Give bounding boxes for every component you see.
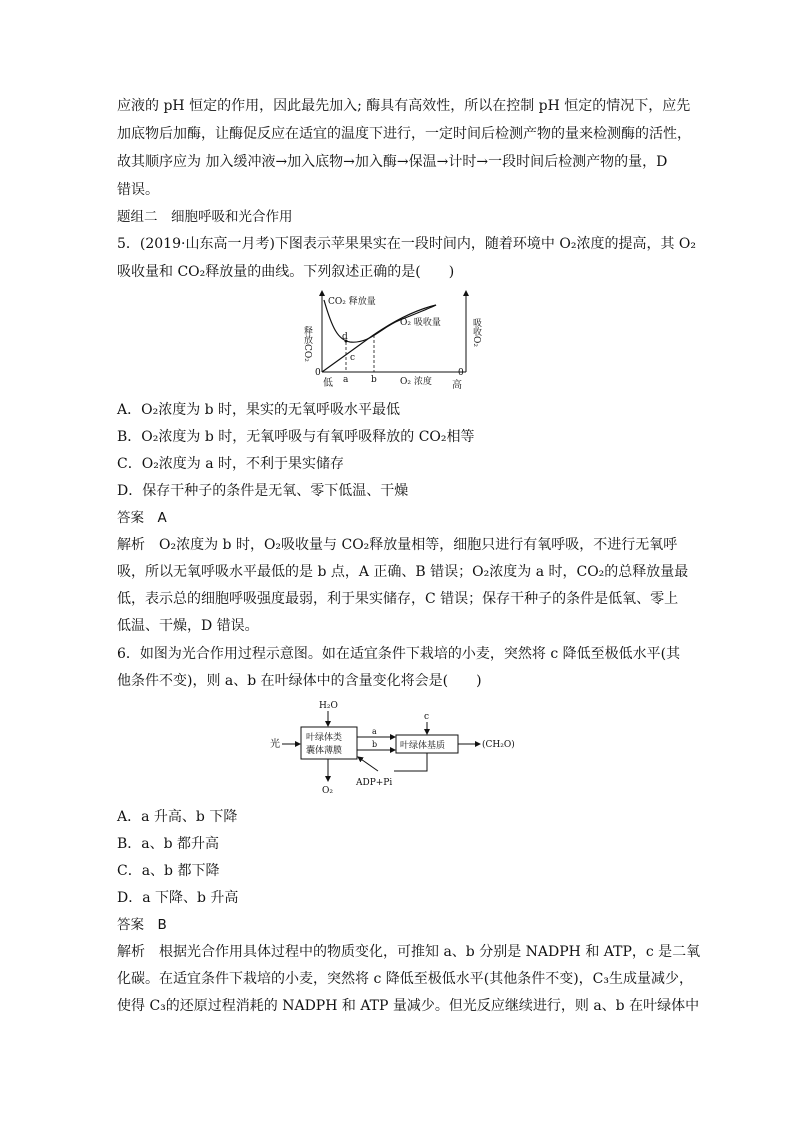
section-title: 题组二 细胞呼吸和光合作用 [117, 209, 293, 225]
stroma-box-label: 叶绿体基质 [400, 741, 446, 751]
c-label: c [424, 712, 430, 722]
o2-absorb-curve [322, 305, 436, 372]
paragraph-line: 错误。 [117, 182, 159, 198]
o2-curve-label: O₂ 吸收量 [400, 318, 441, 328]
q5-stem-line: 吸收量和 CO₂释放量的曲线。下列叙述正确的是( ) [117, 264, 455, 280]
co2-curve-label: CO₂ 释放量 [328, 297, 376, 307]
thylakoid-box-line1: 叶绿体类 [306, 733, 343, 743]
q5-answer: 答案 A [117, 510, 167, 526]
q6-stem-line: 6．如图为光合作用过程示意图。如在适宜条件下栽培的小麦，突然将 c 降低至极低水平(其 [117, 646, 681, 662]
x-low-label: 低 [323, 378, 333, 389]
y-right-label: 吸收O₂ [471, 318, 481, 347]
origin-right-label: 0 [458, 368, 464, 378]
adp-return-path [394, 753, 427, 771]
q6-option-b: B．a、b 都升高 [117, 836, 220, 852]
adp-arrow [358, 757, 378, 771]
x-b-label: b [371, 375, 377, 385]
q5-analysis-line: 低温、干燥，D 错误。 [117, 618, 259, 634]
point-d-label: d [342, 332, 348, 342]
q6-stem-line: 他条件不变)，则 a、b 在叶绿体中的含量变化将会是( ) [117, 673, 482, 689]
x-axis-label: O₂ 浓度 [400, 377, 432, 387]
q6-analysis-line: 使得 C₃的还原过程消耗的 NADPH 和 ATP 量减少。但光反应继续进行，则 a、b 在叶绿体中 [117, 998, 700, 1014]
o2-label: O₂ [322, 786, 333, 796]
paragraph-line: 故其顺序应为 加入缓冲液→加入底物→加入酶→保温→计时→一段时间后检测产物的量，D [117, 154, 668, 170]
q5-analysis-line: 低，表示总的细胞呼吸强度最弱，利于果实储存，C 错误；保存干种子的条件是低氧、零上 [117, 591, 679, 607]
q5-analysis-line: 解析 O₂浓度为 b 时，O₂吸收量与 CO₂释放量相等，细胞只进行有氧呼吸，不进行无氧呼 [117, 537, 678, 553]
q5-option-b: B．O₂浓度为 b 时，无氧呼吸与有氧呼吸释放的 CO₂相等 [117, 429, 475, 445]
q6-option-a: A．a 升高、b 下降 [117, 809, 238, 825]
h2o-label: H₂O [319, 701, 338, 711]
paragraph-line: 应液的 pH 恒定的作用，因此最先加入; 酶具有高效性，所以在控制 pH 恒定的情况下，应先 [117, 98, 691, 114]
q6-analysis-line: 解析 根据光合作用具体过程中的物质变化，可推知 a、b 分别是 NADPH 和 ATP，c 是二氧 [117, 944, 701, 960]
q5-stem-line: 5．(2019·山东高一月考)下图表示苹果果实在一段时间内，随着环境中 O₂浓度的提高，其 O₂ [117, 236, 696, 252]
arrow-b-label: b [372, 740, 378, 749]
q5-option-d: D．保存干种子的条件是无氧、零下低温、干燥 [117, 483, 409, 499]
arrow-a-label: a [372, 727, 377, 736]
product-label: (CH₂O) [482, 740, 515, 750]
y-left-label: 释放CO₂ [302, 326, 312, 362]
q6-option-c: C．a、b 都下降 [117, 863, 220, 879]
q6-analysis-line: 化碳。在适宜条件下栽培的小麦，突然将 c 降低至极低水平(其他条件不变)，C₃生成量减少， [117, 971, 693, 987]
light-label: 光 [270, 739, 280, 750]
thylakoid-box-line2: 囊体薄膜 [306, 746, 343, 756]
point-c-label: c [350, 353, 356, 363]
q5-analysis-line: 吸，所以无氧呼吸水平最低的是 b 点，A 正确、B 错误；O₂浓度为 a 时，CO₂的总释放量最 [117, 564, 689, 580]
origin-left-label: 0 [315, 368, 321, 378]
q5-respiration-chart [300, 288, 500, 392]
q5-option-a: A．O₂浓度为 b 时，果实的无氧呼吸水平最低 [117, 402, 401, 418]
q5-option-c: C．O₂浓度为 a 时，不利于果实储存 [117, 456, 345, 472]
q6-option-d: D．a 下降、b 升高 [117, 890, 239, 906]
q6-photosynthesis-diagram [268, 695, 540, 799]
adp-label: ADP+Pi [356, 778, 393, 788]
x-a-label: a [343, 375, 349, 385]
q6-answer: 答案 B [117, 917, 167, 933]
paragraph-line: 加底物后加酶，让酶促反应在适宜的温度下进行，一定时间后检测产物的量来检测酶的活性， [117, 126, 691, 142]
x-high-label: 高 [452, 380, 462, 391]
